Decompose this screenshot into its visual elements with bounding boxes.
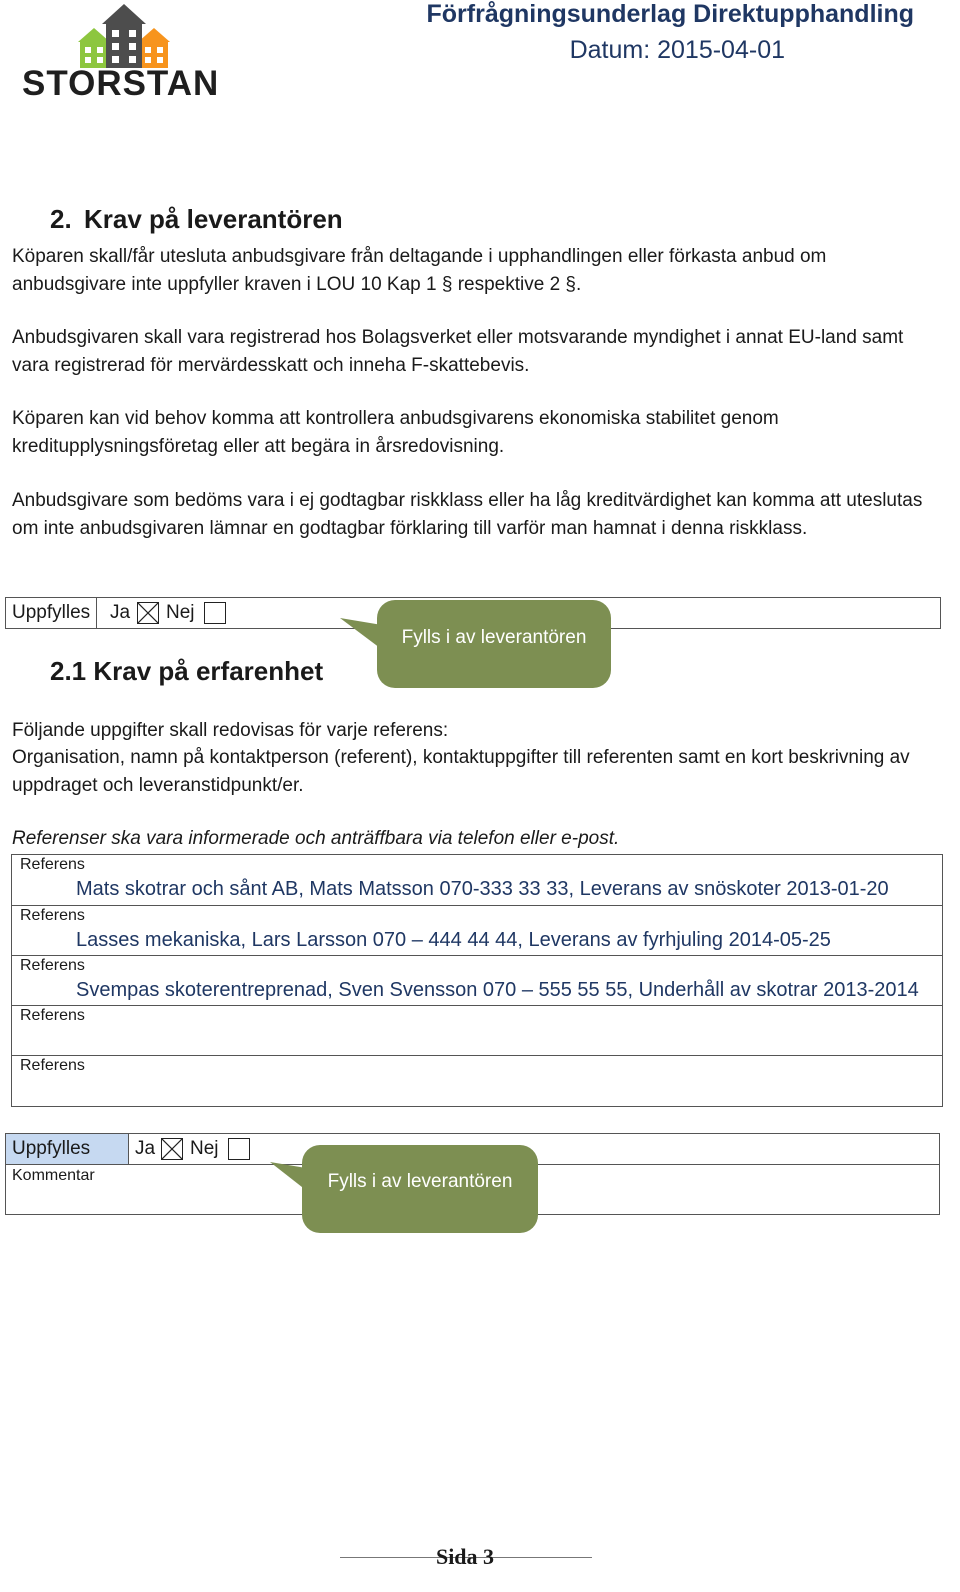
callout-fill-in: Fylls i av leverantören [377, 600, 611, 688]
reference-label: Referens [20, 1057, 85, 1074]
paragraph: Köparen skall/får utesluta anbudsgivare från deltagande i upphandlingen eller förkasta anbud om anbudsgivare inte uppfyller kraven i LOU 10 Kap 1 § respektive 2 §. [12, 246, 827, 295]
section-title: Krav på leverantören [84, 204, 343, 234]
no-checkbox[interactable] [228, 1138, 250, 1160]
yes-label: Ja [135, 1138, 156, 1159]
reference-row [12, 905, 942, 956]
uppfylles-label: Uppfylles [6, 1134, 129, 1164]
paragraph: Anbudsgivaren skall vara registrerad hos Bolagsverket eller motsvarande myndighet i annat EU-land samt vara registrerad för mervärdesskatt och inneha F-skattebevis. [12, 327, 904, 376]
reference-value[interactable]: Mats skotrar och sånt AB, Mats Matsson 070-333 33 33, Leverans av snöskoter 2013-01-20 [76, 878, 889, 900]
reference-row [12, 1005, 942, 1056]
page-number: Sida 3 [435, 1544, 495, 1569]
reference-row [12, 955, 942, 1006]
reference-note: Referenser ska vara informerade och anträffbara via telefon eller e-post. [12, 828, 620, 849]
reference-label: Referens [20, 1007, 85, 1024]
reference-label: Referens [20, 856, 85, 873]
checked-x-icon [138, 603, 158, 623]
uppfylles-label: Uppfylles [12, 598, 97, 628]
paragraph: Följande uppgifter skall redovisas för varje referens: [12, 720, 449, 741]
document-date: Datum: 2015-04-01 [569, 36, 785, 64]
comment-label: Kommentar [12, 1167, 95, 1184]
reference-row [12, 855, 942, 905]
reference-value[interactable]: Lasses mekaniska, Lars Larsson 070 – 444 44 44, Leverans av fyrhjuling 2014-05-25 [76, 929, 831, 951]
section-number: 2. [50, 204, 72, 234]
paragraph: Anbudsgivare som bedöms vara i ej godtagbar riskklass eller ha låg kreditvärdighet kan komma att uteslutas om inte anbudsgivaren lämnar en godtagbar förklaring till varför man hamnat i denna riskklass. [12, 490, 923, 539]
paragraph: Organisation, namn på kontaktperson (referent), kontaktuppgifter till referenten samt en kort beskrivning av uppdraget och leveranstidpunkt/er. [12, 747, 910, 796]
reference-table [11, 854, 943, 1107]
storstan-logo [22, 2, 220, 103]
logo-houses-icon [22, 2, 202, 68]
callout-fill-in: Fylls i av leverantören [302, 1145, 538, 1233]
subsection-heading: 2.1 Krav på erfarenhet [50, 656, 324, 686]
section-heading [50, 204, 343, 235]
yes-label: Ja [110, 602, 131, 623]
no-label: Nej [190, 1138, 219, 1159]
reference-value[interactable]: Svempas skoterentreprenad, Sven Svensson 070 – 555 55 55, Underhåll av skotrar 2013-2014 [76, 979, 919, 1001]
yes-checkbox[interactable] [137, 602, 159, 624]
no-label: Nej [166, 602, 195, 623]
reference-row [12, 1055, 942, 1106]
reference-label: Referens [20, 957, 85, 974]
document-title: Förfrågningsunderlag Direktupphandling [426, 0, 914, 28]
logo-text: STORSTAN [22, 64, 220, 103]
checked-x-icon [162, 1139, 182, 1159]
paragraph: Köparen kan vid behov komma att kontrollera anbudsgivarens ekonomiska stabilitet genom kreditupplysningsföretag eller att begära in årsredovisning. [12, 408, 779, 457]
reference-label: Referens [20, 907, 85, 924]
no-checkbox[interactable] [204, 602, 226, 624]
yes-checkbox[interactable] [161, 1138, 183, 1160]
